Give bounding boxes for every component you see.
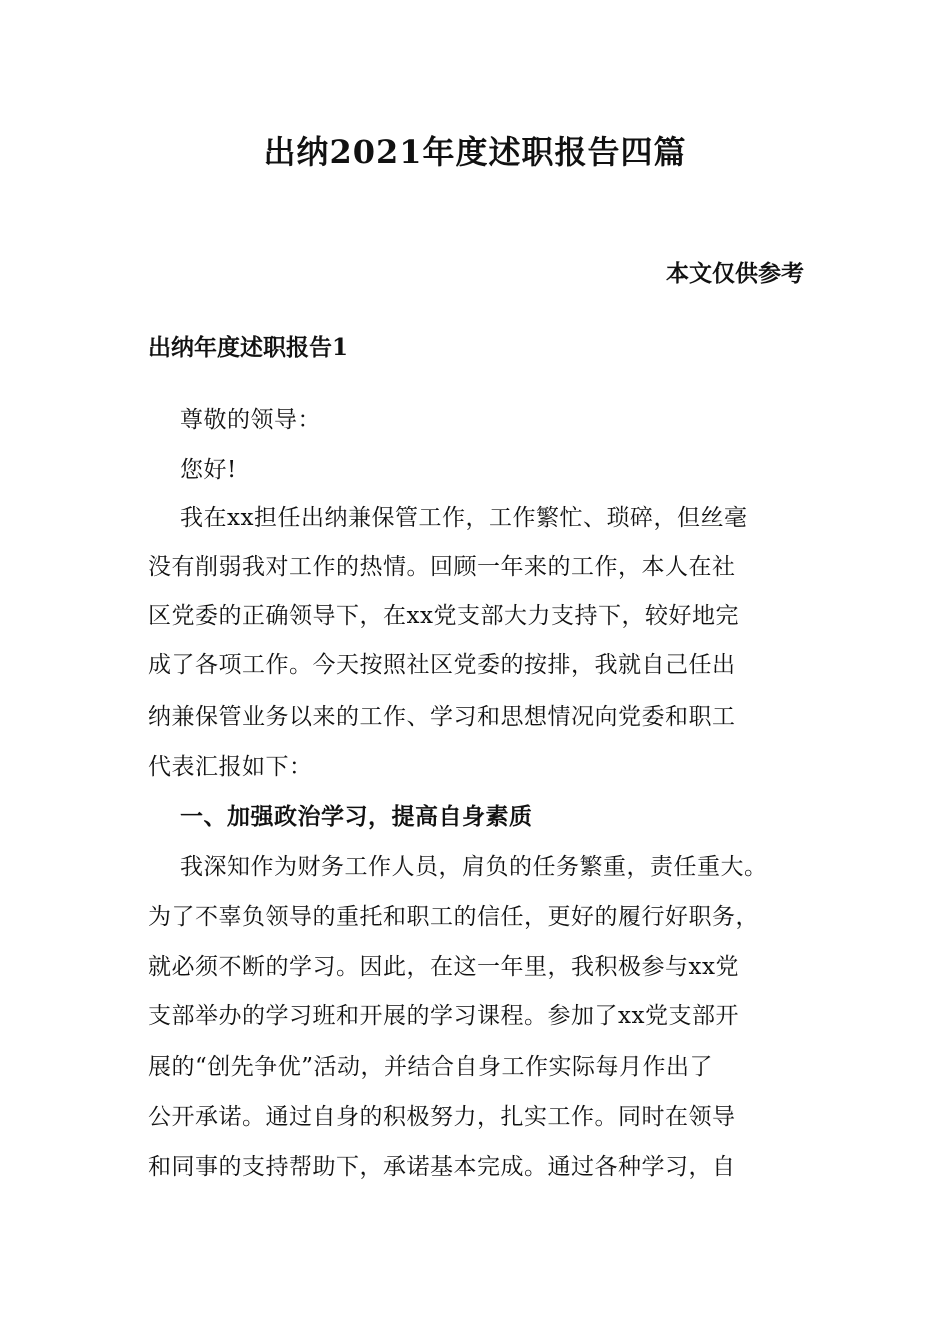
paragraph-line: 支部举办的学习班和开展的学习课程。参加了xx党支部开 xyxy=(148,1003,739,1029)
document-title: 出纳2021年度述职报告四篇 xyxy=(263,133,687,171)
salutation: 尊敬的领导： xyxy=(180,407,321,433)
section-title: 出纳年度述职报告1 xyxy=(148,334,349,361)
greeting: 您好! xyxy=(180,457,237,483)
paragraph-line: 我在xx担任出纳兼保管工作，工作繁忙、琐碎，但丝毫 xyxy=(180,505,748,531)
paragraph-line: 纳兼保管业务以来的工作、学习和思想情况向党委和职工 xyxy=(148,704,736,730)
subheading: 一、加强政治学习，提高自身素质 xyxy=(180,803,533,830)
paragraph-line: 和同事的支持帮助下，承诺基本完成。通过各种学习，自 xyxy=(148,1154,736,1180)
reference-note: 本文仅供参考 xyxy=(666,260,804,287)
paragraph-line: 公开承诺。通过自身的积极努力，扎实工作。同时在领导 xyxy=(148,1104,736,1130)
paragraph-line: 就必须不断的学习。因此，在这一年里，我积极参与xx党 xyxy=(148,954,739,980)
paragraph-line: 为了不辜负领导的重托和职工的信任，更好的履行好职务， xyxy=(148,904,759,930)
paragraph-line: 区党委的正确领导下，在xx党支部大力支持下，较好地完 xyxy=(148,603,739,629)
paragraph-line: 代表汇报如下： xyxy=(148,754,313,780)
paragraph-line: 成了各项工作。今天按照社区党委的按排，我就自己任出 xyxy=(148,652,736,678)
paragraph-line: 我深知作为财务工作人员，肩负的任务繁重，责任重大。 xyxy=(180,854,768,880)
paragraph-line: 展的“创先争优”活动，并结合自身工作实际每月作出了 xyxy=(148,1054,714,1080)
paragraph-line: 没有削弱我对工作的热情。回顾一年来的工作，本人在社 xyxy=(148,554,736,580)
